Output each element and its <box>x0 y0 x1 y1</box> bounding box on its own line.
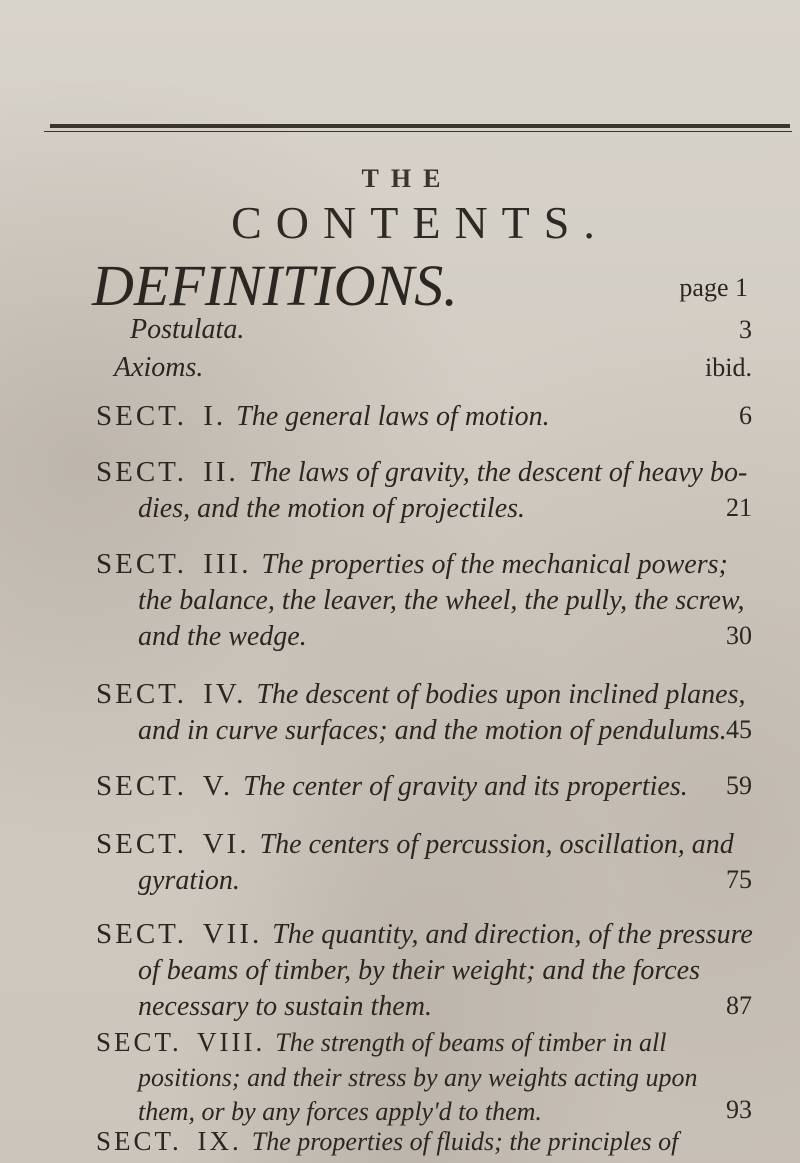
header-the: THE <box>361 164 453 193</box>
page-label: page <box>679 273 729 302</box>
toc-entry-sect-9 <box>96 1124 780 1160</box>
section-title-line: The center of gravity and its properties. <box>243 771 688 802</box>
section-title-line: The properties of fluids; the principles of <box>251 1127 679 1156</box>
toc-entry-sect-6 <box>96 826 780 899</box>
section-label: SECT. I. <box>96 400 227 432</box>
top-rule-thin <box>44 131 792 132</box>
section-label: SECT. V. <box>96 770 234 802</box>
section-label: SECT. III. <box>96 548 252 580</box>
toc-entry-definitions <box>92 253 780 318</box>
section-label: SECT. VII. <box>96 918 263 950</box>
section-title-line: positions; and their stress by any weights acting upon <box>138 1063 698 1092</box>
toc-entry-postulata <box>130 312 780 348</box>
section-title-line: The strength of beams of timber in all <box>275 1028 667 1057</box>
toc-entry-sect-5 <box>96 768 780 805</box>
toc-entry-sect-1 <box>96 398 780 435</box>
section-label: SECT. II. <box>96 456 239 488</box>
toc-entry-title: DEFINITIONS. <box>92 253 458 318</box>
page-number: 21 <box>726 493 752 522</box>
section-title-line: The general laws of motion. <box>236 401 550 432</box>
section-title-line: The centers of percussion, oscillation, and <box>259 829 734 860</box>
page-number: 1 <box>735 273 748 302</box>
top-rule-thick <box>50 124 790 128</box>
page-number: 87 <box>726 991 752 1020</box>
section-title-line: necessary to sustain them. <box>138 991 432 1022</box>
page-number: 6 <box>739 401 752 430</box>
toc-entry-sect-4 <box>96 676 780 749</box>
toc-entry-sect-3 <box>96 546 780 655</box>
section-title-line: and in curve surfaces; and the motion of pendulums. <box>138 715 727 746</box>
section-title-line: The quantity, and direction, of the pressure <box>272 919 753 950</box>
section-title-line: them, or by any forces apply'd to them. <box>138 1097 542 1126</box>
section-label: SECT. IV. <box>96 678 247 710</box>
toc-entry-sect-7 <box>96 916 780 1025</box>
page-title: CONTENTS. <box>231 197 609 248</box>
section-title-line: gyration. <box>138 865 240 896</box>
section-label: SECT. IX. <box>96 1126 242 1156</box>
page-number: 75 <box>726 865 752 894</box>
page-number: 30 <box>726 621 752 650</box>
page-number: 59 <box>726 771 752 800</box>
page-number: ibid. <box>705 353 752 382</box>
section-title-line: The laws of gravity, the descent of heavy bo- <box>248 457 748 488</box>
section-title-line: of beams of timber, by their weight; and the forces <box>138 955 700 986</box>
section-title-line: The properties of the mechanical powers; <box>261 549 728 580</box>
section-title-line: dies, and the motion of projectiles. <box>138 493 526 524</box>
section-title-line: and the wedge. <box>138 621 307 652</box>
page-number: 93 <box>726 1095 752 1124</box>
toc-entry-sect-2 <box>96 454 780 527</box>
section-title-line: the balance, the leaver, the wheel, the pully, the screw, <box>138 585 745 616</box>
toc-entry-title: Postulata. <box>130 314 245 345</box>
toc-entry-title: Axioms. <box>114 352 204 383</box>
section-title-line: The descent of bodies upon inclined planes, <box>256 679 746 710</box>
page-number: 45 <box>726 715 752 744</box>
section-label: SECT. VIII. <box>96 1027 266 1057</box>
section-label: SECT. VI. <box>96 828 250 860</box>
toc-entry-axioms <box>114 350 780 386</box>
page-number: 3 <box>739 315 752 344</box>
toc-entry-sect-8 <box>96 1024 780 1129</box>
